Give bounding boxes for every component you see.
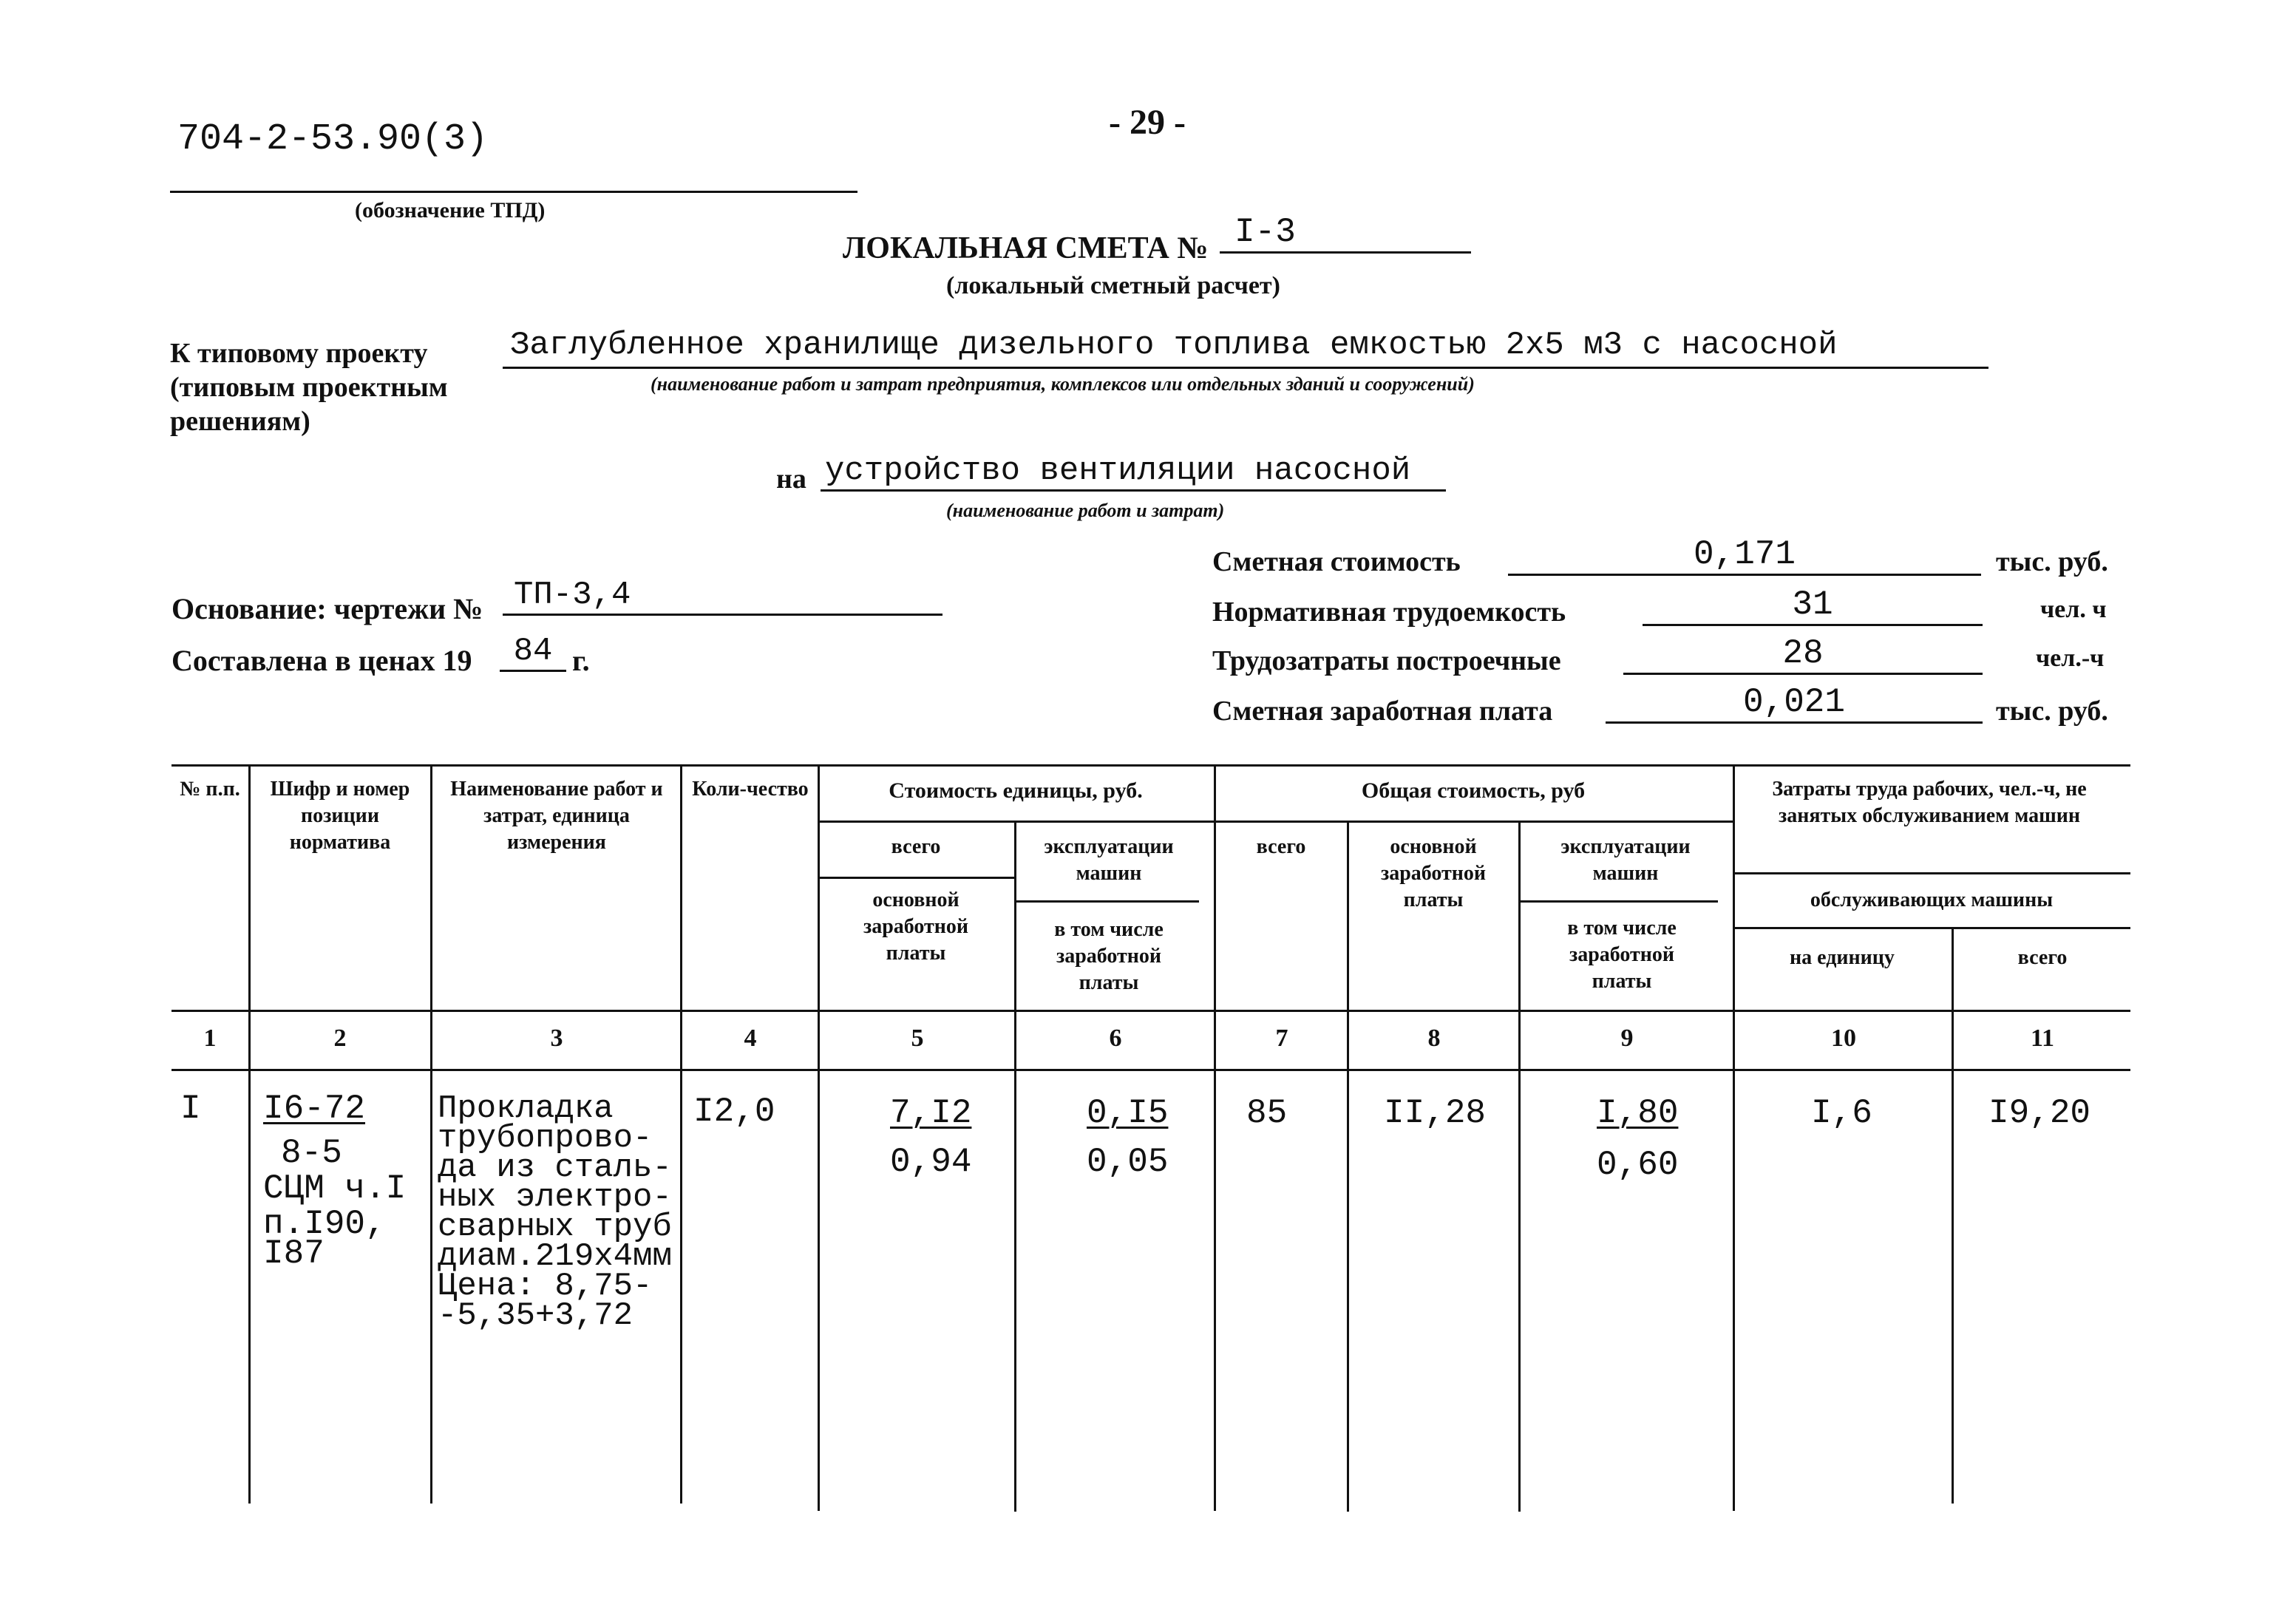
header-total-machine: эксплуатации машин [1560,835,1691,885]
row-unit-base-wage: 0,94 [890,1143,972,1181]
col-line-7 [1347,821,1349,1512]
summary-value-labor-norm: 31 [1643,585,1983,626]
total-machine-divider [1518,900,1718,903]
row-total-machine-wage: 0,60 [1597,1146,1679,1184]
summary-label-cost: Сметная стоимость [1212,546,1461,577]
col-line-8 [1518,821,1521,1512]
project-label-line1: К типовому проекту [170,338,428,369]
prices-suffix: г. [572,644,590,677]
col-number-4: 4 [744,1025,757,1052]
page-number: - 29 - [1109,103,1186,142]
row-work-name-line4: ных электро- [438,1179,672,1216]
basis-label: Основание: чертежи № [171,592,483,625]
unit-machine-divider [1014,900,1199,903]
col-number-10: 10 [1831,1025,1856,1052]
header-total-all: всего [1256,835,1306,858]
header-quantity: Коли-чество [692,778,809,801]
row-work-name-line8: -5,35+3,72 [438,1297,634,1334]
project-label-line2: (типовым проектным [170,372,448,403]
col-number-3: 3 [550,1025,563,1052]
estimate-number: I-3 [1220,213,1471,254]
project-underline [503,367,1988,369]
header-bottom-line [171,1010,2130,1012]
col-line-1 [248,764,251,1504]
row-work-name-line3: да из сталь- [438,1149,672,1186]
prices-label: Составлена в ценах 19 [171,644,472,677]
summary-value-labor-site: 28 [1623,634,1983,675]
row-work-name-line6: диам.219х4мм [438,1238,672,1275]
col-line-9 [1733,764,1735,1511]
work-caption: (наименование работ и затрат) [946,500,1225,521]
row-labor-total: I9,20 [1988,1094,2091,1132]
row-unit-total: 7,I2 [890,1094,972,1132]
project-label [170,336,448,438]
summary-value-wage: 0,021 [1606,683,1983,724]
header-unit-machine: эксплуатации машин [1044,835,1174,885]
code-underline [170,191,857,193]
row-work-name-line1: Прокладка [438,1090,614,1127]
summary-unit-labor-norm: чел. ч [2040,596,2107,623]
row-number: I [180,1090,201,1128]
summary-label-labor-norm: Нормативная трудоемкость [1212,597,1566,628]
colnum-bottom-line [171,1069,2130,1071]
header-labor-total: всего [2017,946,2068,969]
work-prefix: на [776,463,806,495]
work-value: устройство вентиляции насосной [821,452,1446,492]
col-number-1: 1 [203,1025,217,1052]
row-work-name-line7: Цена: 8,75- [438,1268,653,1305]
header-unit-cost: Стоимость единицы, руб. [889,778,1143,803]
row-total-all: 85 [1246,1094,1288,1132]
row-code-line2: 8-5 [281,1134,342,1172]
estimate-subtitle: (локальный сметный расчет) [946,272,1280,299]
col-number-5: 5 [911,1025,924,1052]
row-quantity: I2,0 [693,1093,775,1131]
summary-label-labor-site: Трудозатраты построечные [1212,645,1561,676]
total-cost-divider [1214,821,1733,823]
header-labor: Затраты труда рабочих, чел.-ч, не занятых обслуживанием машин [1772,778,2087,827]
summary-unit-wage: тыс. руб. [1996,696,2108,727]
header-unit-total: всего [891,835,941,858]
labor-divider-1 [1733,872,2130,874]
summary-label-wage: Сметная заработная плата [1212,696,1553,727]
project-caption: (наименование работ и затрат предприятия, комплексов или отдельных зданий и сооружений) [651,373,1475,395]
col-number-11: 11 [2030,1025,2055,1052]
col-number-7: 7 [1275,1025,1288,1052]
row-total-base-wage: II,28 [1384,1094,1487,1132]
header-labor-service: обслуживающих машины [1810,889,2054,911]
row-code-line4: п.I90, [263,1205,386,1243]
header-total-machine-wage: в том числе заработной платы [1567,917,1677,993]
basis-value: ТП-3,4 [503,577,942,616]
row-unit-machine-wage: 0,05 [1087,1143,1169,1181]
project-value: Заглубленное хранилище дизельного топлива емкостью 2х5 м3 с насосной [510,327,1838,364]
estimate-title: ЛОКАЛЬНАЯ СМЕТА № [843,231,1209,265]
header-unit-machine-wage: в том числе заработной платы [1054,918,1164,994]
col-number-9: 9 [1620,1025,1634,1052]
summary-unit-labor-site: чел.-ч [2036,645,2105,672]
header-total-base-wage: основной заработной платы [1380,835,1487,911]
col-line-5 [1014,821,1016,1512]
row-work-name [438,1090,672,1334]
unit-total-divider [818,877,1014,879]
row-unit-machine: 0,I5 [1087,1094,1169,1132]
col-line-4 [818,764,820,1511]
table-top-line [171,764,2130,767]
summary-unit-cost: тыс. руб. [1996,546,2108,577]
col-number-2: 2 [333,1025,347,1052]
header-code: Шифр и номер позиции норматива [270,778,410,854]
header-unit-base-wage: основной заработной платы [863,889,969,965]
project-label-line3: решениям) [170,406,310,437]
col-number-8: 8 [1427,1025,1441,1052]
row-labor-per-unit: I,6 [1811,1094,1872,1132]
row-code-line5: I87 [263,1234,325,1273]
row-work-name-line2: трубопрово- [438,1120,653,1157]
header-row-number: № п.п. [180,778,240,801]
row-work-name-line5: сварных труб [438,1209,672,1246]
labor-divider-2 [1733,927,2130,929]
document-code: 704-2-53.90(3) [177,118,489,160]
row-code-line1: I6-72 [263,1090,366,1128]
row-code-line3: СЦМ ч.I [263,1169,407,1208]
code-caption: (обозначение ТПД) [355,198,546,222]
header-total-cost: Общая стоимость, руб [1361,778,1586,803]
col-line-10 [1952,927,1954,1504]
header-labor-per-unit: на единицу [1790,946,1895,969]
row-total-machine: I,80 [1597,1094,1679,1132]
col-line-3 [680,764,682,1504]
col-line-6 [1214,764,1216,1511]
prices-year: 84 [500,633,566,672]
summary-value-cost: 0,171 [1508,535,1981,576]
col-number-6: 6 [1109,1025,1122,1052]
col-line-2 [430,764,432,1504]
header-name: Наименование работ и затрат, единица измерения [450,778,663,854]
